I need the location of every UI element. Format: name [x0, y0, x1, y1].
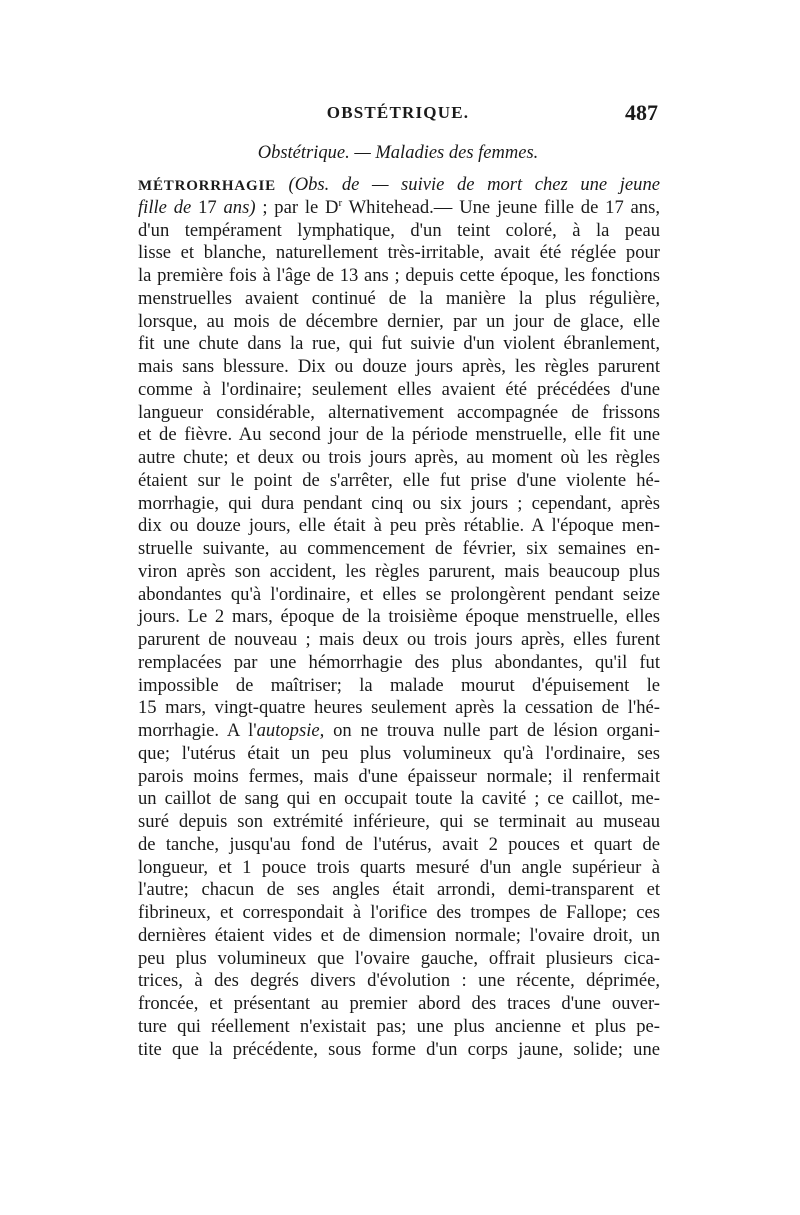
text-line: remplacées par une hémorrhagie des plus abondantes, qu'il fut	[138, 651, 660, 673]
text-line: abondantes qu'à l'ordinaire, et elles se prolongèrent pendant seize	[138, 583, 660, 605]
text-line: longueur, et 1 pouce trois quarts mesuré d'un angle supérieur à	[138, 856, 660, 878]
text-line: langueur considérable, alternativement accompagnée de frissons	[138, 401, 660, 423]
text-line: trices, à des degrés divers d'évolution : une récente, déprimée,	[138, 970, 660, 992]
text-line: dernières étaient vides et de dimension normale; l'ovaire droit, un	[138, 924, 660, 946]
lead-italic: (Obs. de — suivie de mort chez une jeune	[288, 174, 660, 195]
text-line: dix ou douze jours, elle était à peu près rétablie. A l'époque men-	[138, 515, 660, 537]
text-line	[138, 174, 660, 197]
text-line: fille de 17 ans) ; par le $D^r$ Whitehead.— Une jeune fille de 17 ans,	[138, 196, 660, 218]
text-line: impossible de maîtriser; la malade mourut d'épuisement le	[138, 674, 660, 696]
text-line: morrhagie, qui dura pendant cinq ou six jours ; cependant, après	[138, 492, 660, 514]
text-line: 15 mars, vingt-quatre heures seulement après la cessation de l'hé-	[138, 697, 660, 719]
text-line: ture qui réellement n'existait pas; une plus ancienne et plus pe-	[138, 1015, 660, 1037]
text-line: morrhagie. A l'autopsie, on ne trouva nulle part de lésion organi-	[138, 720, 660, 741]
text-line: fibrineux, et correspondait à l'orifice des trompes de Fallope; ces	[138, 902, 660, 923]
text-line: un caillot de sang qui en occupait toute la cavité ; ce caillot, me-	[138, 788, 660, 810]
text-line: tite que la précédente, sous forme d'un corps jaune, solide; une	[138, 1038, 660, 1060]
text-line: d'un tempérament lymphatique, d'un teint coloré, à la peau	[138, 219, 660, 241]
text-line: parois moins fermes, mais d'une épaisseur normale; il renfermait	[138, 765, 660, 787]
page-number: 487	[625, 100, 658, 125]
text-line: fit une chute dans la rue, qui fut suivie d'un violent ébranlement,	[138, 333, 660, 355]
text-line: lisse et blanche, naturellement très-irritable, avait été réglée pour	[138, 242, 660, 264]
lead-term: MÉTRORRHAGIE	[138, 178, 276, 194]
text-line: autre chute; et deux ou trois jours après, au moment où les règles	[138, 447, 660, 468]
text-line: viron après son accident, les règles parurent, mais beaucoup plus	[138, 560, 660, 582]
text-line: que; l'utérus était un peu plus volumineux qu'à l'ordinaire, ses	[138, 742, 660, 764]
text-line: peu plus volumineux que l'ovaire gauche, offrait plusieurs cica-	[138, 947, 660, 969]
text-line: comme à l'ordinaire; seulement elles avaient été précédées d'une	[138, 378, 660, 400]
text-line: suré depuis son extrémité inférieure, qui se terminait au museau	[138, 811, 660, 832]
running-title: OBSTÉTRIQUE.	[326, 103, 470, 122]
text-line: lorsque, au mois de décembre dernier, par un jour de glace, elle	[138, 310, 660, 332]
section-heading: Obstétrique. — Maladies des femmes.	[257, 143, 539, 163]
article-body	[138, 174, 660, 1061]
text-line: de tanche, jusqu'au fond de l'utérus, avait 2 pouces et quart de	[138, 833, 660, 855]
text-line: struelle suivante, au commencement de février, six semaines en-	[138, 538, 660, 559]
text-line: froncée, et présentant au premier abord des traces d'une ouver-	[138, 993, 660, 1014]
text-line: menstruelles avaient continué de la manière la plus régulière,	[138, 287, 660, 309]
text-line: l'autre; chacun de ses angles était arrondi, demi-transparent et	[138, 879, 660, 901]
running-head	[138, 100, 658, 126]
text-line: la première fois à l'âge de 13 ans ; depuis cette époque, les fonctions	[138, 265, 660, 286]
text-line: mais sans blessure. Dix ou douze jours après, les règles parurent	[138, 356, 660, 377]
text-line: parurent de nouveau ; mais deux ou trois jours après, elles furent	[138, 629, 660, 650]
text-line: et de fièvre. Au second jour de la période menstruelle, elle fit une	[138, 424, 660, 446]
text-line: jours. Le 2 mars, époque de la troisième époque menstruelle, elles	[138, 606, 660, 628]
text-line: étaient sur le point de s'arrêter, elle fut prise d'une violente hé-	[138, 469, 660, 491]
